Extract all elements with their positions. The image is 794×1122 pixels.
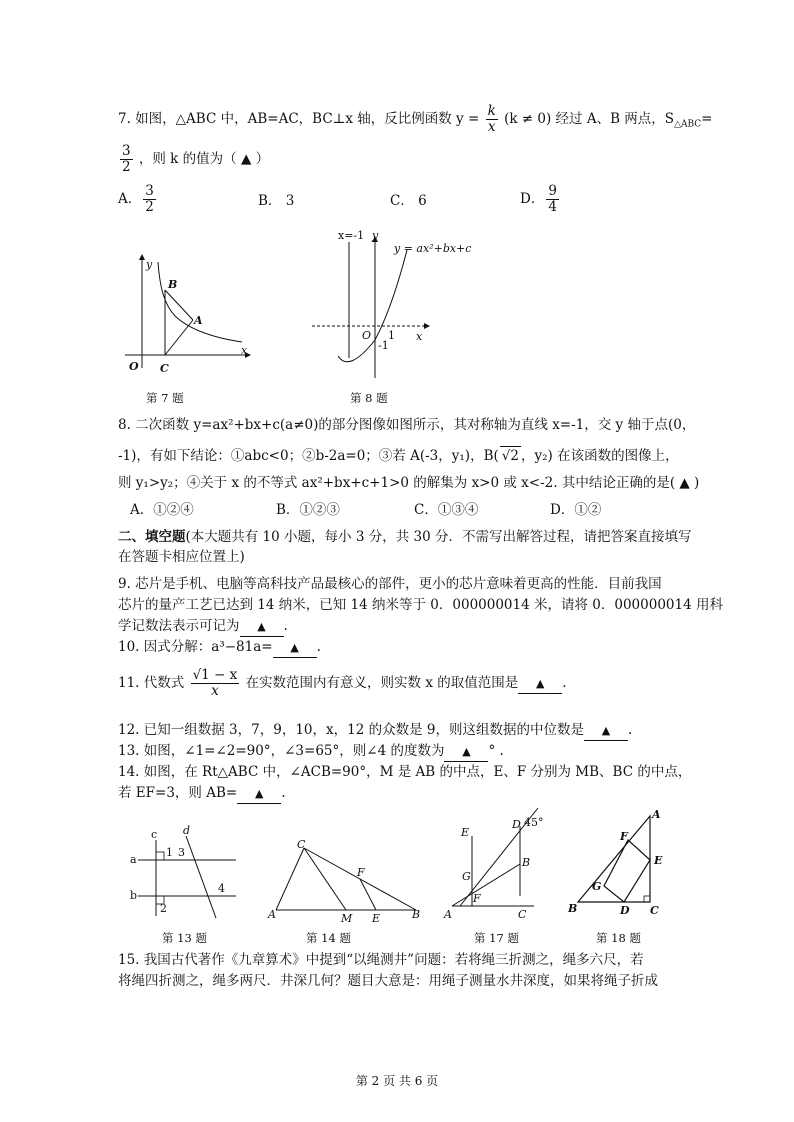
- q13-line: 13. 如图，∠1=∠2=90°，∠3=65°，则∠4 的度数为 ▲ ° .: [118, 742, 504, 762]
- fig8-caption: 第 8 题: [350, 391, 388, 405]
- fig14-label-e: E: [372, 912, 381, 925]
- fig8-label-x: x: [416, 330, 423, 343]
- figure-8: [312, 228, 472, 383]
- fig13-label-d: d: [183, 824, 191, 837]
- fig14-label-f: F: [357, 866, 365, 879]
- q8-line2: -1)，有如下结论：①abc<0；②b-2a=0；③若 A(-3，y₁)，B( √2 ，y₂) 在该函数的图像上，: [118, 448, 679, 464]
- fig13-label-2: 2: [160, 902, 167, 915]
- fig7-label-c: C: [160, 362, 169, 375]
- figure-14: [266, 838, 426, 923]
- fig17-gb: [472, 864, 520, 876]
- q8-option-c: C．①③④: [414, 502, 479, 518]
- q12-line: 12. 已知一组数据 3，7，9，10，x，12 的众数是 9，则这组数据的中位数是 ▲ .: [118, 721, 632, 741]
- q7-function-fraction: $\frac{k}{x}$: [487, 103, 496, 135]
- fig13-label-1: 1: [166, 846, 173, 859]
- fig14-label-b: B: [412, 908, 421, 921]
- q7-option-d: D． $\frac{9}{4}$: [520, 183, 557, 215]
- q8-sqrt: √2: [501, 448, 519, 464]
- q11-answer-blank: ▲: [518, 674, 562, 694]
- q15-line1: 15. 我国古代著作《九章算术》中提到“以绳测井”问题：若将绳三折测之，绳多六尺，若: [118, 952, 644, 968]
- figure-13: [128, 826, 248, 921]
- fig18-label-d: D: [620, 904, 630, 917]
- figure-17: [442, 806, 552, 921]
- fig17-label-c: C: [518, 908, 527, 921]
- q8-option-a: A．①②④: [130, 502, 194, 518]
- fig18-label-f: F: [620, 830, 628, 843]
- fig8-parabola: [338, 250, 407, 362]
- fig17-label-e: E: [461, 826, 470, 839]
- q7-option-c: C． 6: [390, 193, 427, 209]
- fig8-label-o: O: [362, 329, 372, 342]
- fig14-label-a: A: [268, 908, 276, 921]
- fig7-ab: [165, 290, 193, 320]
- q11-line: 11. 代数式 $\frac{√1 - x}{x}$ 在实数范围内有意义，则实数 x 的取值范围是 ▲ .: [118, 667, 567, 699]
- fig13-label-a: a: [130, 853, 137, 866]
- fig18-label-e: E: [654, 854, 663, 867]
- q11-fraction: $\frac{√1 - x}{x}$: [192, 667, 238, 699]
- q14-line1: 14. 如图，在 Rt△ABC 中，∠ACB=90°，M 是 AB 的中点，E、F 分别为 MB、BC 的中点，: [118, 764, 692, 780]
- q15-line2: 将绳四折测之，绳多两尺．井深几何？题目大意是：用绳子测量水井深度，如果将绳子折成: [118, 973, 658, 989]
- fig13-caption: 第 13 题: [162, 931, 207, 945]
- q7-text-b: (k ≠ 0) 经过 A、B 两点，S: [504, 111, 675, 127]
- q7-option-a: A． $\frac{3}{2}$: [118, 183, 154, 215]
- fig17-label-a: A: [444, 908, 452, 921]
- q7-subscript: △ABC: [674, 119, 702, 130]
- fig8-label-symmetry: x=-1: [338, 229, 365, 242]
- fig13-label-3: 3: [178, 846, 185, 859]
- q12-answer-blank: ▲: [584, 721, 628, 741]
- q8-line1: 8. 二次函数 y=ax²+bx+c(a≠0)的部分图像如图所示，其对称轴为直线 x=-1，交 y 轴于点(0，: [118, 417, 696, 433]
- section2-heading: [118, 528, 691, 546]
- section2-desc2: 在答题卡相应位置上): [118, 549, 245, 565]
- fig14-cm: [304, 848, 346, 910]
- fig7-label-a: A: [194, 314, 203, 327]
- q7-option-b: B． 3: [258, 193, 295, 209]
- q9-answer-blank: ▲: [240, 617, 284, 637]
- q7-text-a: 7. 如图，△ABC 中，AB=AC，BC⊥x 轴，反比例函数 y =: [118, 111, 480, 127]
- fig18-triangle-abc: [578, 816, 650, 902]
- fig14-label-c: C: [297, 838, 306, 851]
- q7-line2: [118, 144, 269, 175]
- section2-desc1: (本大题共有 10 小题，每小 3 分，共 30 分．不需写出解答过程，请把答案直接填写: [185, 529, 692, 545]
- fig14-caption: 第 14 题: [306, 931, 351, 945]
- fig13-label-b: b: [130, 889, 138, 902]
- fig13-label-4: 4: [218, 882, 225, 895]
- section2-title: 二、填空题: [118, 529, 186, 545]
- figure-18: [566, 810, 676, 920]
- q14-answer-blank: ▲: [237, 784, 281, 804]
- fig7-label-x: x: [241, 344, 248, 357]
- fig18-label-g: G: [592, 880, 602, 893]
- q9-line2: 芯片的量产工艺已达到 14 纳米，已知 14 纳米等于 0．000000014 米，请将 0．000000014 用科: [118, 597, 723, 613]
- fig17-label-d: D: [512, 818, 521, 831]
- fig7-label-y: y: [146, 258, 153, 271]
- q7-question-end: ，则 k 的值为（ ▲ ）: [138, 151, 270, 167]
- fig7-curve: [158, 262, 242, 342]
- fig13-label-c: c: [151, 828, 158, 841]
- fig13-line-d: [186, 836, 216, 918]
- q13-answer-blank: ▲: [444, 742, 488, 762]
- q10-answer-blank: ▲: [273, 638, 317, 658]
- fig7-label-o: O: [129, 360, 139, 373]
- fig17-caption: 第 17 题: [474, 931, 519, 945]
- q7-text-c: =: [701, 111, 713, 127]
- q9-line1: 9. 芯片是手机、电脑等高科技产品最核心的部件，更小的芯片意味着更高的性能．目前我国: [118, 576, 662, 592]
- fig8-label-y: y: [372, 229, 379, 242]
- q8-option-b: B．①②③: [276, 502, 340, 518]
- q7-line1: [118, 104, 712, 135]
- fig17-label-45: 45°: [524, 816, 544, 829]
- fig8-label-neg1: -1: [378, 339, 389, 352]
- fig7-ac: [165, 320, 193, 355]
- q7-area-fraction: $\frac{3}{2}$: [122, 143, 131, 175]
- fig7-caption: 第 7 题: [146, 391, 184, 405]
- fig18-label-a: A: [652, 808, 661, 821]
- fig18-caption: 第 18 题: [596, 931, 641, 945]
- fig17-label-g: G: [462, 870, 471, 883]
- fig18-label-c: C: [650, 904, 659, 917]
- fig8-label-equation: y = ax²+bx+c: [394, 242, 472, 255]
- fig8-label-1: 1: [388, 329, 395, 342]
- page-footer: 第 2 页 共 6 页: [355, 1074, 439, 1088]
- q14-line2: 若 EF=3，则 AB= ▲ .: [118, 784, 285, 804]
- q8-option-d: D．①②: [550, 502, 602, 518]
- q10-line: 10. 因式分解：a³−81a= ▲ .: [118, 638, 321, 658]
- fig17-label-f: F: [473, 892, 481, 905]
- fig14-ca: [276, 848, 304, 910]
- fig18-label-b: B: [568, 902, 578, 915]
- figure-7: [120, 250, 260, 380]
- q9-line3: 学记数法表示可记为 ▲ .: [118, 617, 288, 637]
- fig17-label-b: B: [522, 856, 531, 869]
- q8-line3: 则 y₁>y₂；④关于 x 的不等式 ax²+bx+c+1>0 的解集为 x>0 或 x<-2. 其中结论正确的是( ▲ ): [118, 475, 700, 491]
- fig14-label-m: M: [341, 912, 353, 925]
- fig7-label-b: B: [168, 278, 178, 291]
- fig18-rectangle: [604, 840, 650, 902]
